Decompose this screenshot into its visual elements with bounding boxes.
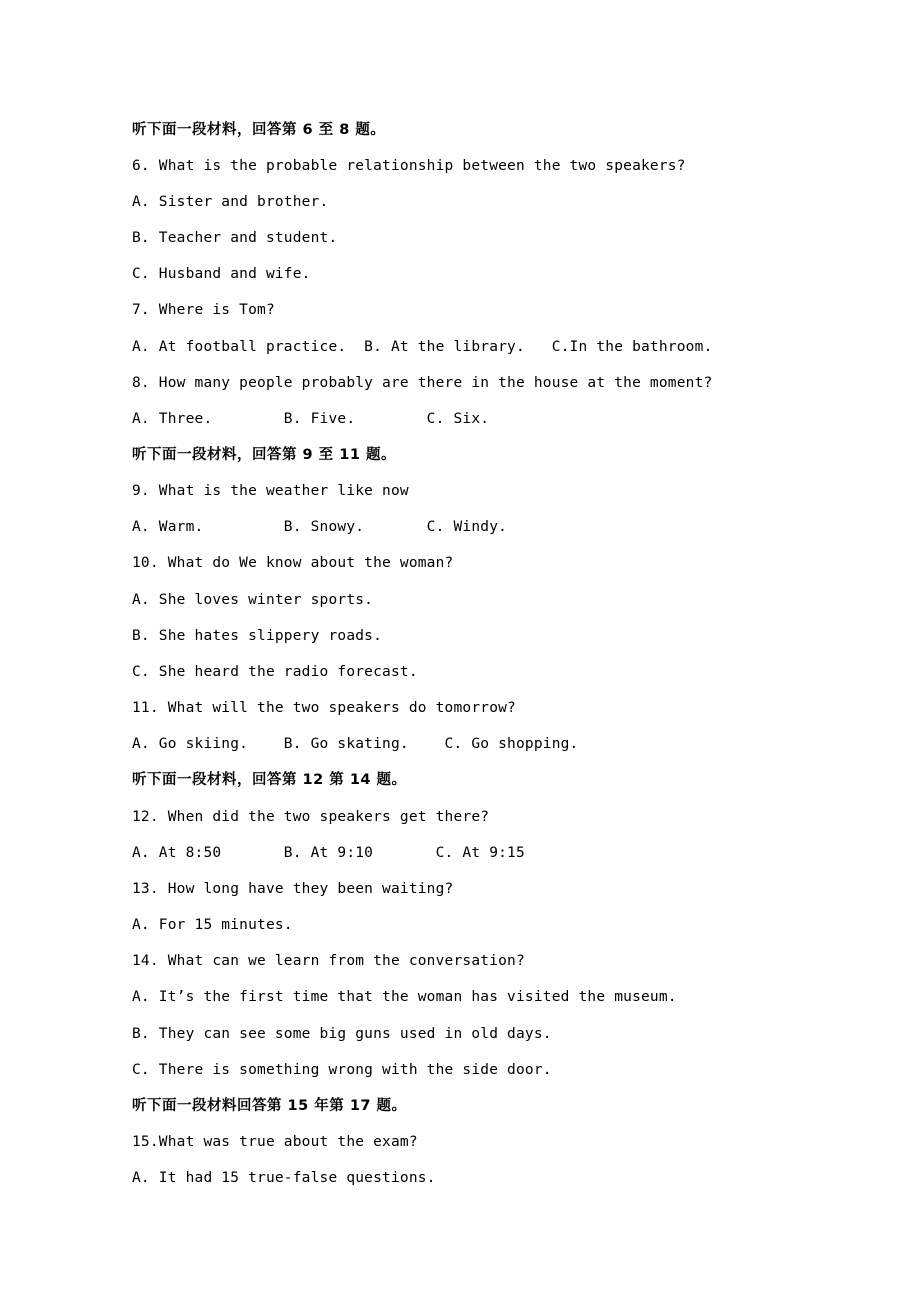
answer-option: C. She heard the radio forecast. (132, 664, 418, 680)
answer-option: A. She loves winter sports. (132, 592, 374, 608)
answer-options-row: A. Three. B. Five. C. Six. (132, 411, 490, 427)
question-text: 15.What was true about the exam? (132, 1134, 418, 1150)
section-heading: 听下面一段材料，回答第 6 至 8 题。 (132, 122, 386, 138)
answer-options-row: A. At 8:50 B. At 9:10 C. At 9:15 (132, 845, 525, 861)
question-text: 10. What do We know about the woman? (132, 555, 454, 571)
answer-option: C. There is something wrong with the side door. (132, 1062, 552, 1078)
question-text: 14. What can we learn from the conversation? (132, 953, 525, 969)
answer-option: B. Teacher and student. (132, 230, 338, 246)
answer-option: A. Sister and brother. (132, 194, 329, 210)
question-text: 9. What is the weather like now (132, 483, 409, 499)
question-text: 11. What will the two speakers do tomorrow? (132, 700, 516, 716)
question-text: 7. Where is Tom? (132, 302, 275, 318)
answer-options-row: A. Warm. B. Snowy. C. Windy. (132, 519, 508, 535)
section-heading: 听下面一段材料，回答第 9 至 11 题。 (132, 447, 396, 463)
answer-option: A. It’s the first time that the woman has visited the museum. (132, 989, 677, 1005)
answer-options-row: A. At football practice. B. At the library. C.In the bathroom. (132, 339, 713, 355)
answer-option: A. For 15 minutes. (132, 917, 293, 933)
answer-option: B. She hates slippery roads. (132, 628, 383, 644)
section-heading: 听下面一段材料回答第 15 年第 17 题。 (132, 1098, 407, 1114)
answer-option: C. Husband and wife. (132, 266, 311, 282)
question-text: 6. What is the probable relationship between the two speakers? (132, 158, 686, 174)
question-text: 8. How many people probably are there in the house at the moment? (132, 375, 713, 391)
question-text: 12. When did the two speakers get there? (132, 809, 490, 825)
answer-option: A. It had 15 true-false questions. (132, 1170, 436, 1186)
question-text: 13. How long have they been waiting? (132, 881, 454, 897)
answer-option: B. They can see some big guns used in old days. (132, 1026, 552, 1042)
section-heading: 听下面一段材料，回答第 12 第 14 题。 (132, 772, 407, 788)
answer-options-row: A. Go skiing. B. Go skating. C. Go shopping. (132, 736, 579, 752)
